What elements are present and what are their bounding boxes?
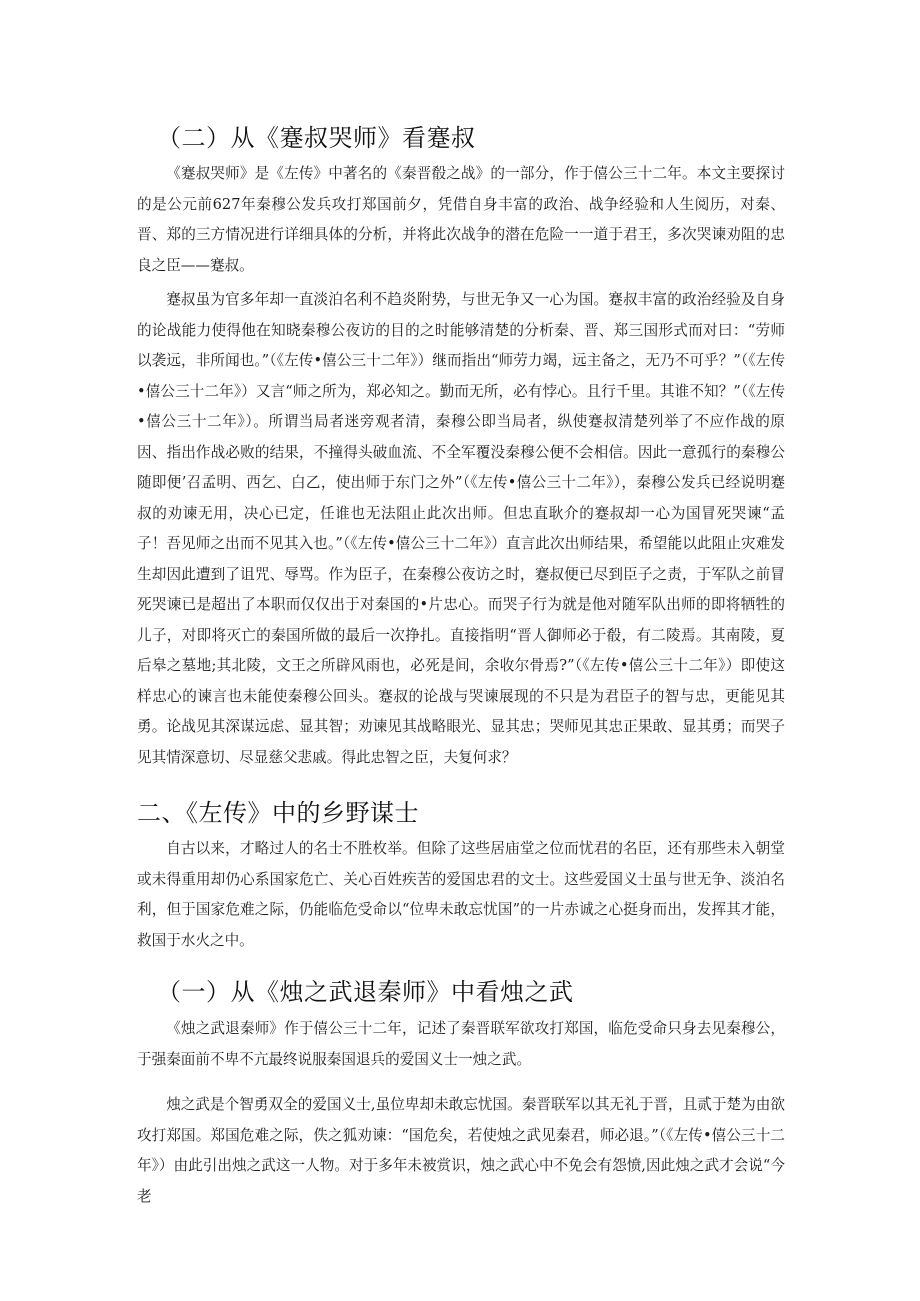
- paragraph-zhuzhiwu-analysis: 烛之武是个智勇双全的爱国义士,虽位卑却未敢忘忧国。秦晋联军以其无礼于晋，且贰于楚为由欲攻打郑国。郑国危难之际，佚之狐劝谏：“国危矣，若使烛之武见秦君，师必退。”（《左传•僖公三十二年》）由此引出烛之武这一人物。对于多年未被赏识，烛之武心中不免会有怨愤,因此烛之武才会说“今老: [137, 1096, 785, 1205]
- paragraph-zhuzhiwu-intro: 《烛之武退秦师》作于僖公三十二年，记述了秦晋联军欲攻打郑国，临危受命只身去见秦穆公，于强秦面前不卑不亢最终说服秦国退兵的爱国义士一烛之武。: [137, 1020, 785, 1068]
- paragraph-jianshu-analysis: 蹇叔虽为官多年却一直淡泊名利不趋炎附势，与世无争又一心为国。蹇叔丰富的政治经验及自身的论战能力使得他在知晓秦穆公夜访的目的之时能够清楚的分析秦、晋、郑三国形式而对曰：“劳师以袭远，非所闻也。”（《左传•僖公三十二年》）继而指出“师劳力竭，远主备之，无乃不可乎？”（《左传•僖公三十二年》）又言“师之所为，郑必知之。勤而无所，必有悖心。且行千里。其谁不知？”（《左传•僖公三十二年》）。所谓当局者迷旁观者清，秦穆公即当局者，纵使蹇叔清楚列举了不应作战的原因、指出作战必败的结果，不撞得头破血流、不全军覆没秦穆公便不会相信。因此一意孤行的秦穆公随即便’召孟明、西乞、白乙，使出师于东门之外”（《左传•僖公三十二年》），秦穆公发兵已经说明蹇叔的劝谏无用，决心已定，任谁也无法阻止此次出师。但忠直耿介的蹇叔却一心为国冒死哭谏“孟子！吾见师之出而不见其入也。”（《左传•僖公三十二年》）直言此次出师结果，希望能以此阻止灾难发生却因此遭到了诅咒、辱骂。作为臣子，在秦穆公夜访之时，蹇叔便已尽到臣子之责，于军队之前冒死哭谏已是超出了本职而仅仅出于对秦国的•片忠心。而哭子行为就是他对随军队出师的即将牺牲的儿子，对即将灭亡的秦国所做的最后一次挣扎。直接指明“晋人御师必于殽，有二陵焉。其南陵，夏后皋之墓地;其北陵，文王之所辟风雨也，必死是间，余收尔骨焉?”（《左传•僖公三十二年》）即使这样忠心的谏言也未能使秦穆公回头。蹇叔的论战与哭谏展现的不只是为君臣子的智与忠，更能见其勇。论战见其深谋远虑、显其智；劝谏见其战略眼光、显其忠；哭师见其忠正果敢、显其勇；而哭子见其情深意切、尽显慈父悲戚。得此忠智之臣，夫复何求？: [137, 291, 785, 766]
- section-heading-jianshu: （二）从《蹇叔哭师》看蹇叔: [157, 124, 476, 152]
- paragraph-rural-advisors: 自古以来，才略过人的名士不胜枚举。但除了这些居庙堂之位而忧君的名臣，还有那些未入朝堂或未得重用却仍心系国家危亡、关心百姓疾苦的爱国忠君的文士。这些爱国义士虽与世无争、淡泊名利，但于国家危难之际，仍能临危受命以“位卑未敢忘忧国”的一片赤诚之心挺身而出，发挥其才能，救国于水火之中。: [137, 840, 785, 949]
- paragraph-jianshu-intro: 《蹇叔哭师》是《左传》中著名的《秦晋殽之战》的一部分，作于僖公三十二年。本文主要探讨的是公元前627年秦穆公发兵攻打郑国前夕，凭借自身丰富的政治、战争经验和人生阅历，对秦、晋、郑的三方情况进行详细具体的分析，并将此次战争的潜在危险一一道于君王，多次哭谏劝阻的忠良之臣——蹇叔。: [137, 165, 785, 274]
- section-heading-rural-advisors: 二、《左传》中的乡野谋士: [137, 799, 419, 827]
- section-heading-zhuzhiwu: （一）从《烛之武退秦师》中看烛之武: [157, 978, 574, 1006]
